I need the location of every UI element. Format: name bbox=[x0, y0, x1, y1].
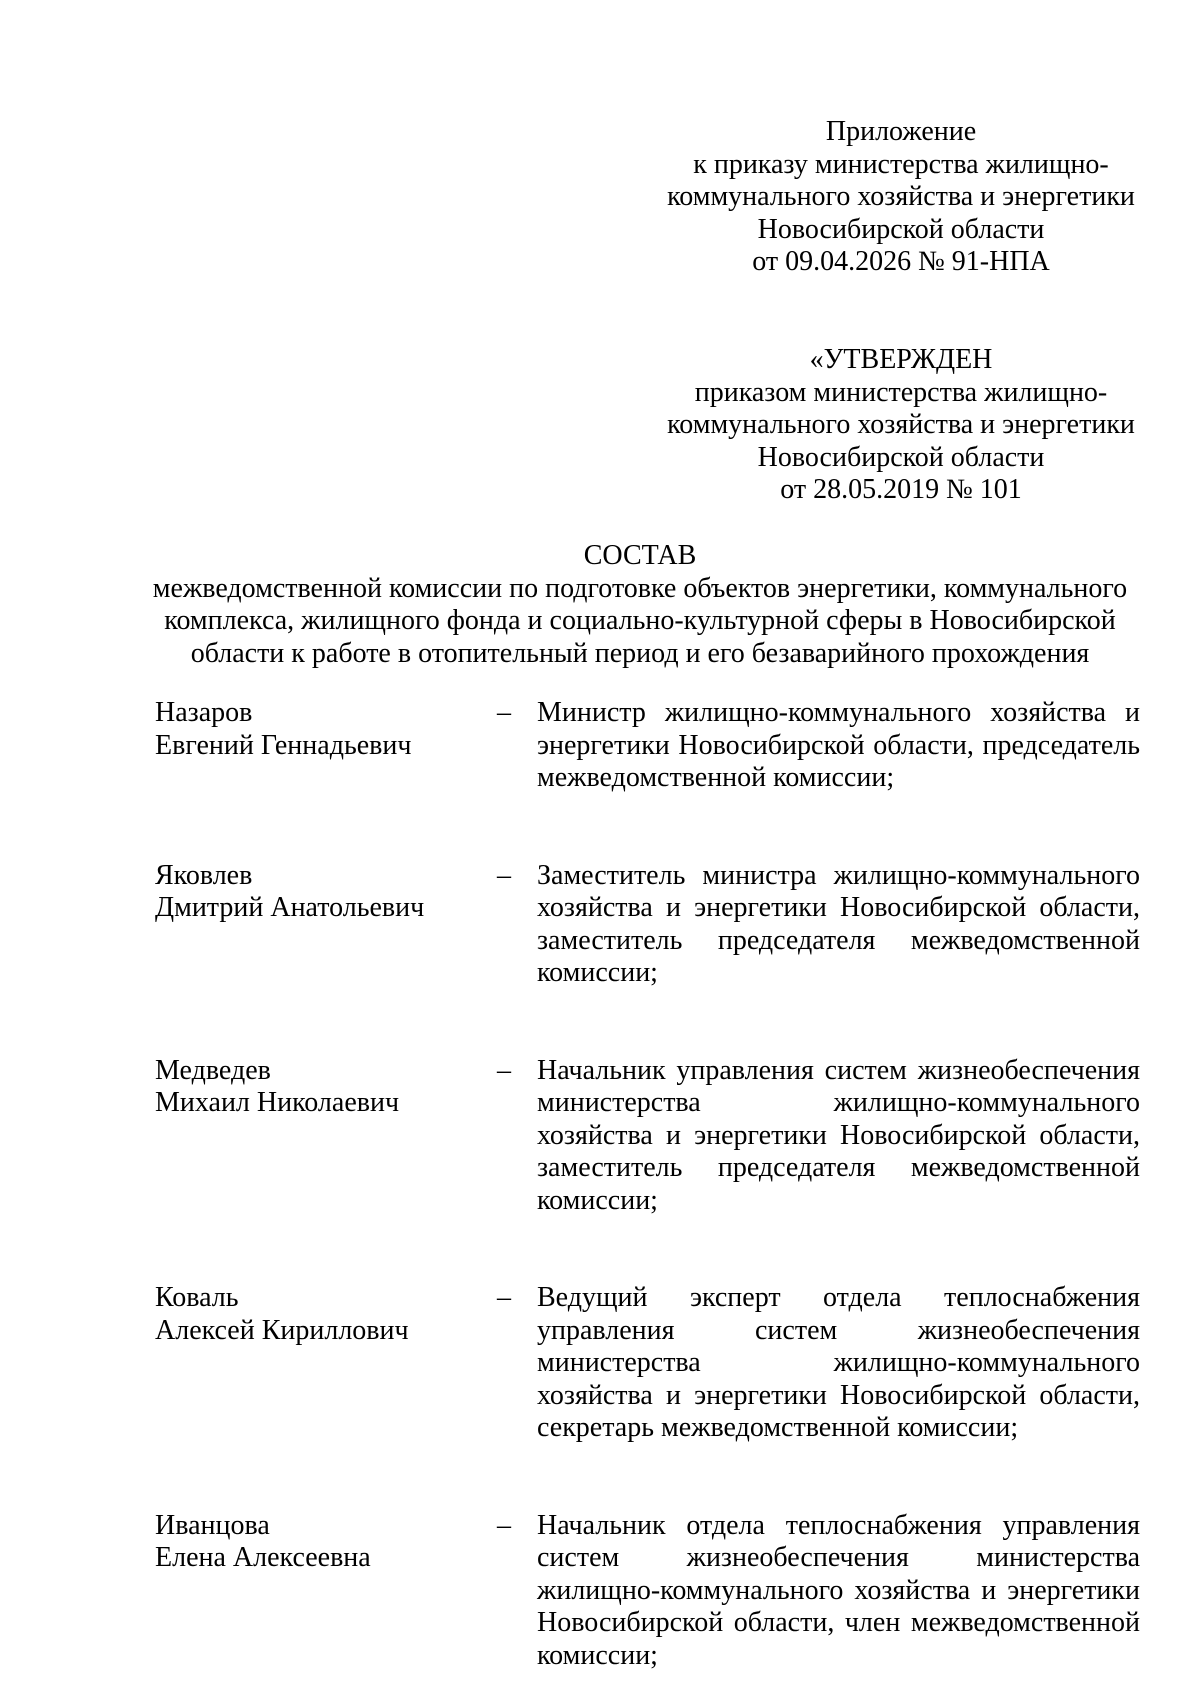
approved-line: «УТВЕРЖДЕН bbox=[809, 344, 993, 375]
approved-line: Новосибирской области bbox=[757, 441, 1045, 473]
member-name bbox=[155, 697, 485, 762]
role-line: хозяйства и энергетики Новосибирской области, bbox=[537, 892, 1140, 923]
role-line: комиссии; bbox=[537, 1184, 658, 1216]
members-list bbox=[155, 697, 1140, 1672]
role-line: энергетики Новосибирской области, председатель bbox=[537, 729, 1140, 761]
member-name bbox=[155, 1282, 485, 1347]
member-given-name: Евгений Геннадьевич bbox=[155, 729, 412, 761]
appendix-line: Приложение bbox=[825, 116, 977, 147]
role-line: секретарь межведомственной комиссии; bbox=[537, 1412, 1019, 1443]
appendix-line: к приказу министерства жилищно- bbox=[693, 148, 1109, 180]
appendix-line: Новосибирской области bbox=[757, 213, 1045, 245]
role-line: Заместитель министра жилищно-коммунального bbox=[537, 859, 1140, 891]
member-name bbox=[155, 860, 485, 925]
role-line: Министр жилищно-коммунального хозяйства и bbox=[537, 697, 1140, 728]
member-role bbox=[537, 697, 1140, 795]
member-name bbox=[155, 1510, 485, 1575]
role-line: министерства жилищно-коммунального bbox=[537, 1087, 1140, 1118]
role-line: Начальник отдела теплоснабжения управления bbox=[537, 1509, 1140, 1541]
title-line: межведомственной комиссии по подготовке объектов энергетики, коммунального bbox=[152, 572, 1128, 604]
title-line: комплекса, жилищного фонда и социально-культурной сферы в Новосибирской bbox=[164, 605, 1116, 636]
member-surname: Назаров bbox=[155, 697, 253, 728]
role-line: Начальник управления систем жизнеобеспечения bbox=[537, 1054, 1140, 1086]
role-line: заместитель председателя межведомственной bbox=[537, 1152, 1140, 1183]
title-heading: СОСТАВ bbox=[583, 540, 697, 571]
dash-separator: – bbox=[497, 859, 511, 891]
dash-separator: – bbox=[497, 1282, 511, 1313]
member-given-name: Дмитрий Анатольевич bbox=[155, 892, 425, 923]
appendix-line: коммунального хозяйства и энергетики bbox=[667, 181, 1135, 212]
role-line: систем жизнеобеспечения министерства bbox=[537, 1542, 1140, 1573]
role-line: хозяйства и энергетики Новосибирской области, bbox=[537, 1379, 1140, 1411]
role-line: заместитель председателя межведомственной bbox=[537, 924, 1140, 956]
member-name bbox=[155, 1055, 485, 1120]
member-surname: Коваль bbox=[155, 1282, 239, 1313]
role-line: жилищно-коммунального хозяйства и энергетики bbox=[537, 1574, 1140, 1606]
approved-line: коммунального хозяйства и энергетики bbox=[667, 409, 1135, 440]
dash-separator: – bbox=[497, 1054, 511, 1086]
dash-separator: – bbox=[497, 1509, 511, 1541]
member-surname: Медведев bbox=[155, 1054, 271, 1086]
dash-separator: – bbox=[497, 697, 511, 728]
member-row bbox=[155, 697, 1140, 795]
member-role bbox=[537, 1510, 1140, 1673]
member-surname: Яковлев bbox=[155, 859, 253, 891]
member-role bbox=[537, 1282, 1140, 1445]
title-line: области к работе в отопительный период и его безаварийного прохождения bbox=[190, 637, 1090, 669]
member-role bbox=[537, 1055, 1140, 1218]
role-line: управления систем жизнеобеспечения bbox=[537, 1314, 1140, 1346]
member-given-name: Михаил Николаевич bbox=[155, 1087, 400, 1118]
member-role bbox=[537, 860, 1140, 990]
member-row bbox=[155, 1282, 1140, 1445]
role-line: хозяйства и энергетики Новосибирской области, bbox=[537, 1119, 1140, 1151]
role-line: межведомственной комиссии; bbox=[537, 762, 895, 793]
role-line: Новосибирской области, член межведомственной bbox=[537, 1607, 1140, 1638]
document-title bbox=[140, 540, 1140, 670]
member-surname: Иванцова bbox=[155, 1509, 270, 1541]
member-row bbox=[155, 1510, 1140, 1673]
approval-stamp-text bbox=[662, 344, 1140, 507]
member-row bbox=[155, 860, 1140, 990]
role-line: комиссии; bbox=[537, 1639, 658, 1671]
member-row bbox=[155, 1055, 1140, 1218]
role-line: комиссии; bbox=[537, 957, 658, 988]
role-line: министерства жилищно-коммунального bbox=[537, 1347, 1140, 1378]
approved-line: от 28.05.2019 № 101 bbox=[780, 474, 1022, 505]
role-line: Ведущий эксперт отдела теплоснабжения bbox=[537, 1282, 1140, 1313]
member-given-name: Алексей Кириллович bbox=[155, 1314, 409, 1346]
member-given-name: Елена Алексеевна bbox=[155, 1542, 371, 1573]
appendix-line: от 09.04.2026 № 91-НПА bbox=[752, 246, 1050, 277]
appendix-header bbox=[662, 116, 1140, 279]
approved-line: приказом министерства жилищно- bbox=[694, 376, 1108, 408]
